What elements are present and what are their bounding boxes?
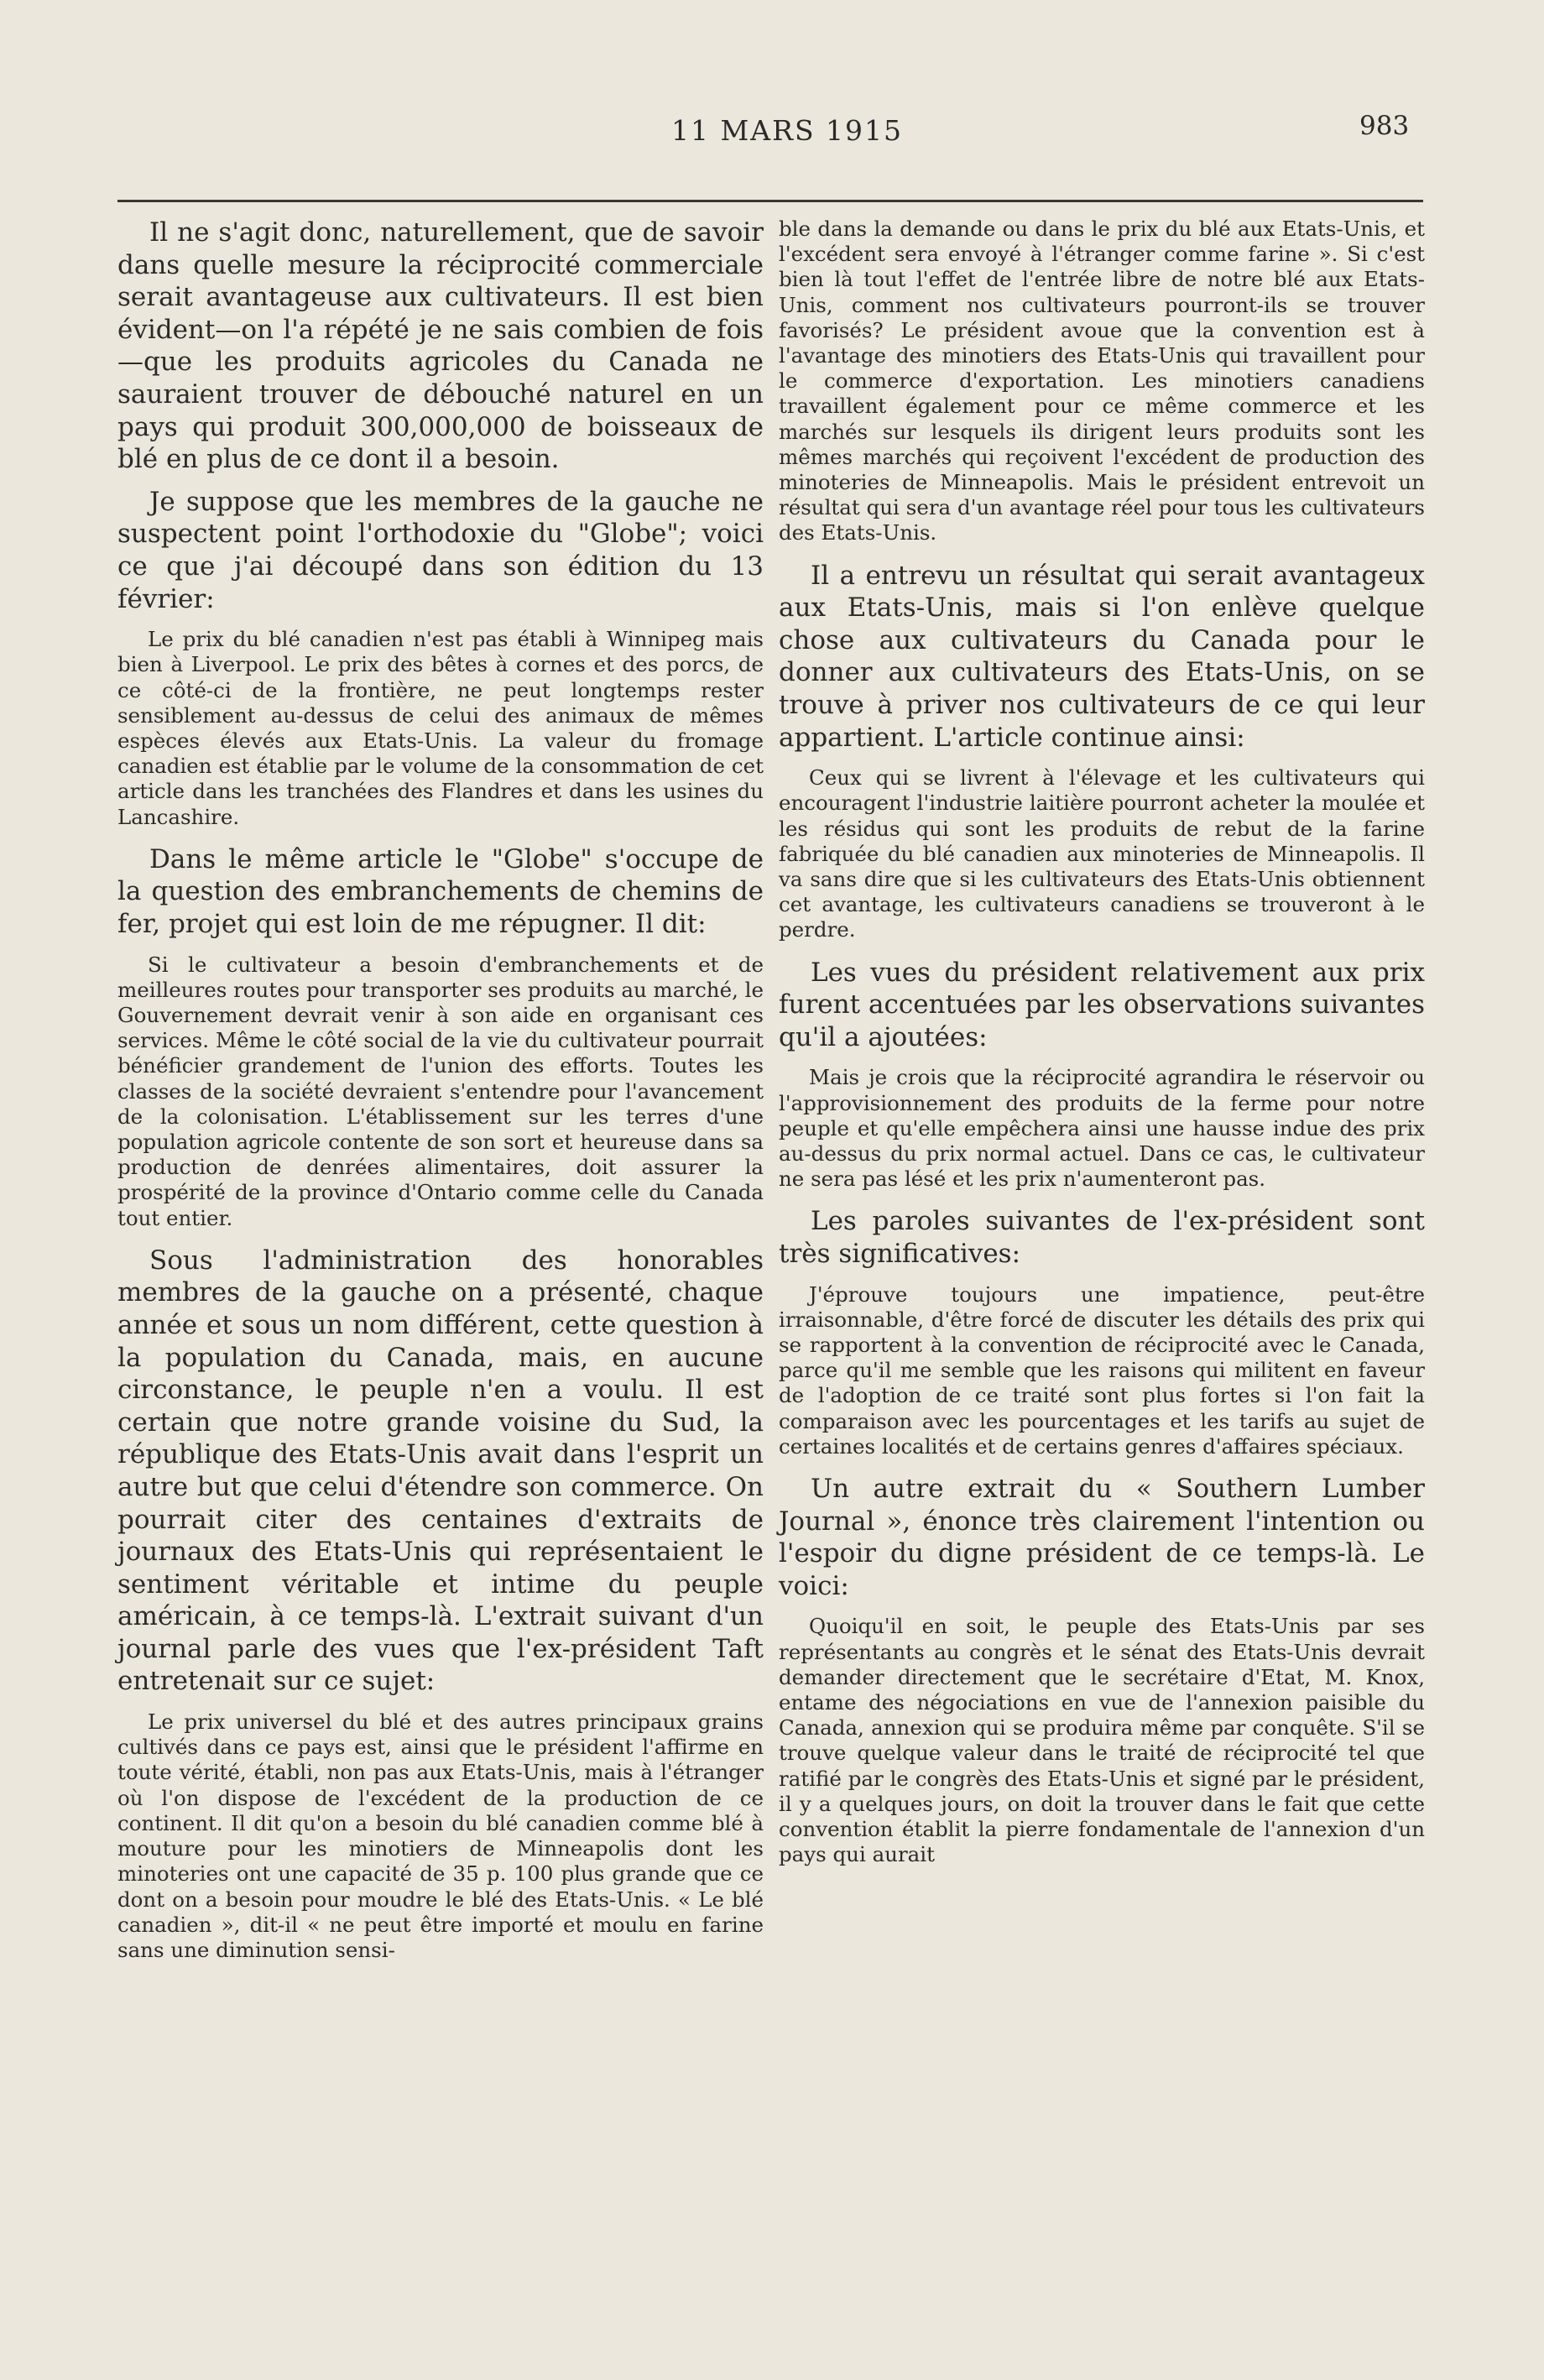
paragraph: Dans le même article le "Globe" s'occupe de la question des embranchements de chemins de fer, projet qui est loin de me répugner. Il dit: <box>117 843 764 939</box>
page-header <box>0 111 1544 164</box>
paragraph: Les paroles suivantes de l'ex-président sont très significatives: <box>779 1206 1425 1270</box>
paragraph: Sous l'administration des honorables membres de la gauche on a présenté, chaque année et sous un nom différent, cette question à la population du Canada, mais, en aucune circonstance, le peuple n'en a voulu. Il est certain que notre grande voisine du Sud, la république des Etats-Unis avait dans l'esprit un autre but que celui d'étendre son commerce. On pourrait citer des centaines d'extraits de journaux des Etats-Unis qui représentaient le sentiment véritable et intime du peuple américain, à ce temps-là. L'extrait suivant d'un journal parle des vues que l'ex-président Taft entretenait sur ce sujet: <box>117 1245 764 1697</box>
quotation: Quoiqu'il en soit, le peuple des Etats-Unis par ses représentants au congrès et le sénat des Etats-Unis devrait demander directement que le secrétaire d'Etat, M. Knox, entame des négociations en vue de l'annexion paisible du Canada, annexion qui se produira même par conquête. S'il se trouve quelque valeur dans le traité de réciprocité tel que ratifié par le congrès des Etats-Unis et signé par le président, il y a quelques jours, on doit la trouver dans le fait que cette convention établit la pierre fondamentale de l'annexion d'un pays qui aurait <box>779 1614 1425 1867</box>
paragraph: Il ne s'agit donc, naturellement, que de savoir dans quelle mesure la réciprocité commerciale serait avantageuse aux cultivateurs. Il est bien évident—on l'a répété je ne sais combien de fois—que les produits agricoles du Canada ne sauraient trouver de débouché naturel en un pays qui produit 300,000,000 de boisseaux de blé en plus de ce dont il a besoin. <box>117 217 764 475</box>
header-date: 11 MARS 1915 <box>671 114 904 147</box>
quotation: Le prix du blé canadien n'est pas établi à Winnipeg mais bien à Liverpool. Le prix des bêtes à cornes et des porcs, de ce côté-ci de la frontière, ne peut longtemps rester sensiblement au-dessus de celui des animaux de mêmes espèces élevés aux Etats-Unis. La valeur du fromage canadien est établie par le volume de la consommation de cet article dans les tranchées des Flandres et dans les usines du Lancashire. <box>117 627 764 829</box>
right-column <box>779 217 1425 1881</box>
quotation: Mais je crois que la réciprocité agrandira le réservoir ou l'approvisionnement des produits de la ferme pour notre peuple et qu'elle empêchera ainsi une hausse indue des prix au-dessus du prix normal actuel. Dans ce cas, le cultivateur ne sera pas lésé et les prix n'aumenteront pas. <box>779 1065 1425 1192</box>
paragraph: Je suppose que les membres de la gauche ne suspectent point l'orthodoxie du "Globe"; voici ce que j'ai découpé dans son édition du 13 février: <box>117 486 764 614</box>
paragraph: Il a entrevu un résultat qui serait avantageux aux Etats-Unis, mais si l'on enlève quelque chose aux cultivateurs du Canada pour le donner aux cultivateurs des Etats-Unis, on se trouve à priver nos cultivateurs de ce qui leur appartient. L'article continue ainsi: <box>779 560 1425 753</box>
page-number: 983 <box>1359 111 1410 141</box>
header-rule <box>117 200 1423 202</box>
left-column <box>117 217 764 1976</box>
paragraph: Un autre extrait du « Southern Lumber Journal », énonce très clairement l'intention ou l'espoir du digne président de ce temps-là. Le voici: <box>779 1474 1425 1601</box>
quotation: Si le cultivateur a besoin d'embranchements et de meilleures routes pour transporter ses produits au marché, le Gouvernement devrait venir à son aide en organisant ces services. Même le côté social de la vie du cultivateur pourrait bénéficier grandement de l'union des efforts. Toutes les classes de la société devraient s'entendre pour l'avancement de la colonisation. L'établissement sur les terres d'une population agricole contente de son sort et heureuse dans sa production de denrées alimentaires, doit assurer la prospérité de la province d'Ontario comme celle du Canada tout entier. <box>117 952 764 1230</box>
quotation-continued: ble dans la demande ou dans le prix du blé aux Etats-Unis, et l'excédent sera envoyé à l'étranger comme farine ». Si c'est bien là tout l'effet de l'entrée libre de notre blé aux Etats-Unis, comment nos cultivateurs pourront-ils se trouver favorisés? Le président avoue que la convention est à l'avantage des minotiers des Etats-Unis qui travaillent pour le commerce d'exportation. Les minotiers canadiens travaillent également pour ce même commerce et les marchés sur lesquels ils dirigent leurs produits sont les mêmes marchés qui reçoivent l'excédent de production des minoteries de Minneapolis. Mais le président entrevoit un résultat qui sera d'un avantage réel pour tous les cultivateurs des Etats-Unis. <box>779 217 1425 545</box>
quotation: J'éprouve toujours une impatience, peut-être irraisonnable, d'être forcé de discuter les détails des prix qui se rapportent à la convention de réciprocité avec le Canada, parce qu'il me semble que les raisons qui militent en faveur de l'adoption de ce traité sont plus fortes si l'on fait la comparaison avec les pourcentages et les tarifs au sujet de certaines localités et de certains genres d'affaires spéciaux. <box>779 1281 1425 1459</box>
quotation: Ceux qui se livrent à l'élevage et les cultivateurs qui encouragent l'industrie laitière pourront acheter la moulée et les résidus qui sont les produits de rebut de la farine fabriquée du blé canadien aux minoteries de Minneapolis. Il va sans dire que si les cultivateurs des Etats-Unis obtiennent cet avantage, les cultivateurs canadiens se trouveront à le perdre. <box>779 765 1425 942</box>
paragraph: Les vues du président relativement aux prix furent accentuées par les observations suivantes qu'il a ajoutées: <box>779 957 1425 1052</box>
quotation: Le prix universel du blé et des autres principaux grains cultivés dans ce pays est, ainsi que le président l'affirme en toute vérité, établi, non pas aux Etats-Unis, mais à l'étranger où l'on dispose de l'excédent de la production de ce continent. Il dit qu'on a besoin du blé canadien comme blé à mouture pour les minotiers de Minneapolis dont les minoteries ont une capacité de 35 p. 100 plus grande que ce dont on a besoin pour moudre le blé des Etats-Unis. « Le blé canadien », dit-il « ne peut être importé et moulu en farine sans une diminution sensi- <box>117 1709 764 1962</box>
